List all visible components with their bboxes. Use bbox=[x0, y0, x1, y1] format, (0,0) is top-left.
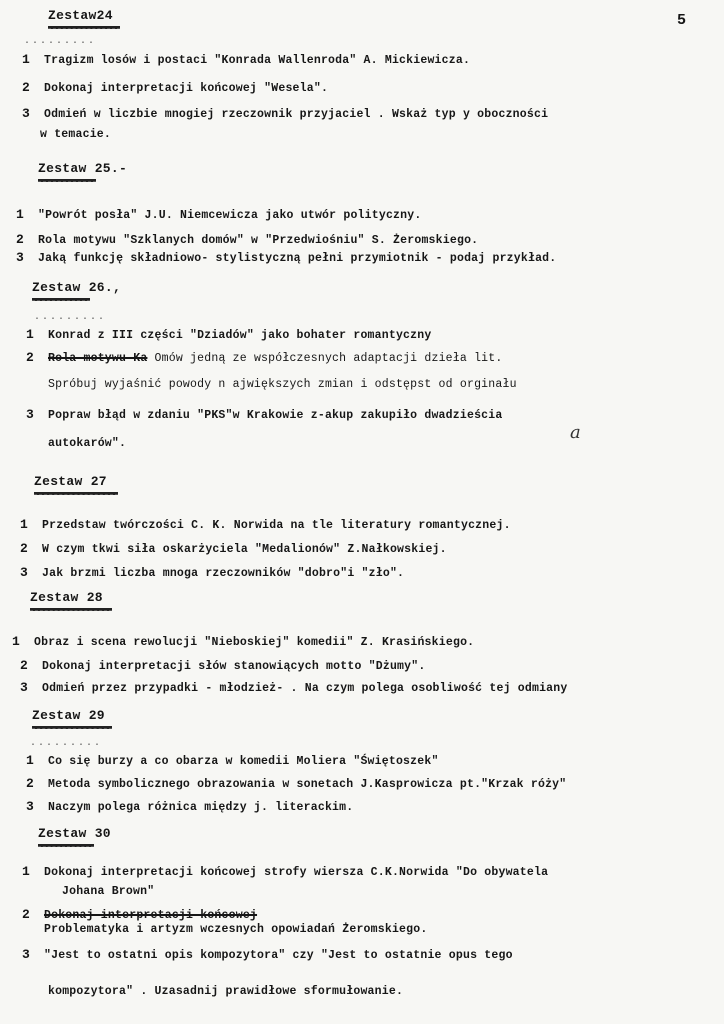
set-heading-27: Zestaw 27 bbox=[34, 474, 118, 495]
question-27-3: 3 Jak brzmi liczba mnoga rzeczowników "dobro"i "zło". bbox=[20, 565, 405, 580]
question-25-1: 1 "Powrót posła" J.U. Niemcewicza jako utwór polityczny. bbox=[16, 207, 422, 222]
question-29-3: 3 Naczym polega różnica między j. literackim. bbox=[26, 799, 354, 814]
question-25-3: 3 Jaką funkcję składniowo- stylistyczną pełni przymiotnik - podaj przykład. bbox=[16, 250, 557, 265]
question-28-3: 3 Odmień przez przypadki - młodzież- . Na czym polega osobliwość tej odmiany bbox=[20, 680, 568, 695]
handwritten-margin-mark: a bbox=[570, 422, 581, 443]
question-30-1-continued: Johana Brown" bbox=[62, 885, 155, 898]
question-29-2: 2 Metoda symbolicznego obrazowania w sonetach J.Kasprowicza pt."Krzak róży" bbox=[26, 776, 567, 791]
question-27-2: 2 W czym tkwi siła oskarżyciela "Medalionów" Z.Nałkowskiej. bbox=[20, 541, 447, 556]
set-heading-26: Zestaw 26., bbox=[32, 280, 121, 301]
question-28-1: 1 Obraz i scena rewolucji "Nieboskiej" komedii" Z. Krasińskiego. bbox=[12, 634, 475, 649]
question-26-2-continued: Spróbuj wyjaśnić powody n ajwiększych zmian i odstępst od orginału bbox=[48, 378, 517, 391]
set-heading-24: Zestaw24 bbox=[48, 8, 120, 29]
set-heading-28: Zestaw 28 bbox=[30, 590, 112, 611]
page-number: 5 bbox=[676, 12, 686, 29]
question-26-2: 2 Rola motywu Ka Omów jedną ze współczesnych adaptacji dzieła lit. bbox=[26, 350, 503, 365]
question-24-1: 1 Tragizm losów i postaci "Konrada Wallenroda" A. Mickiewicza. bbox=[22, 52, 471, 67]
question-25-2: 2 Rola motywu "Szklanych domów" w "Przedwiośniu" S. Żeromskiego. bbox=[16, 232, 479, 247]
margin-dots: ......... bbox=[34, 312, 107, 323]
question-28-2: 2 Dokonaj interpretacji słów stanowiących motto "Dżumy". bbox=[20, 658, 426, 673]
question-24-2: 2 Dokonaj interpretacji końcowej "Wesela". bbox=[22, 80, 329, 95]
question-30-1: 1 Dokonaj interpretacji końcowej strofy wiersza C.K.Norwida "Do obywatela bbox=[22, 864, 549, 879]
margin-dots: ......... bbox=[30, 738, 103, 749]
set-heading-25: Zestaw 25.- bbox=[38, 161, 127, 182]
question-27-1: 1 Przedstaw twórczości C. K. Norwida na tle literatury romantycznej. bbox=[20, 517, 511, 532]
question-30-2-struck: 2 Dokonaj interpretacji końcowej bbox=[22, 907, 258, 922]
set-heading-30: Zestaw 30 bbox=[38, 826, 111, 847]
question-26-3-continued: autokarów". bbox=[48, 437, 127, 450]
margin-dots: ......... bbox=[24, 36, 97, 47]
question-30-2: Problematyka i artyzm wczesnych opowiadań Żeromskiego. bbox=[44, 923, 428, 936]
question-30-3-continued: kompozytora" . Uzasadnij prawidłowe sformułowanie. bbox=[48, 985, 404, 998]
struck-text: Rola motywu Ka bbox=[48, 352, 148, 365]
question-24-3-continued: w temacie. bbox=[40, 128, 112, 141]
question-30-3: 3 "Jest to ostatni opis kompozytora" czy "Jest to ostatnie opus tego bbox=[22, 947, 513, 962]
question-26-1: 1 Konrad z III części "Dziadów" jako bohater romantyczny bbox=[26, 327, 432, 342]
set-heading-29: Zestaw 29 bbox=[32, 708, 112, 729]
question-24-3: 3 Odmień w liczbie mnogiej rzeczownik przyjaciel . Wskaż typ y oboczności bbox=[22, 106, 549, 121]
struck-text: Dokonaj interpretacji końcowej bbox=[44, 909, 258, 922]
question-26-3: 3 Popraw błąd w zdaniu "PKS"w Krakowie z-akup zakupiło dwadzieścia bbox=[26, 407, 503, 422]
question-29-1: 1 Co się burzy a co obarza w komedii Moliera "Świętoszek" bbox=[26, 753, 439, 768]
